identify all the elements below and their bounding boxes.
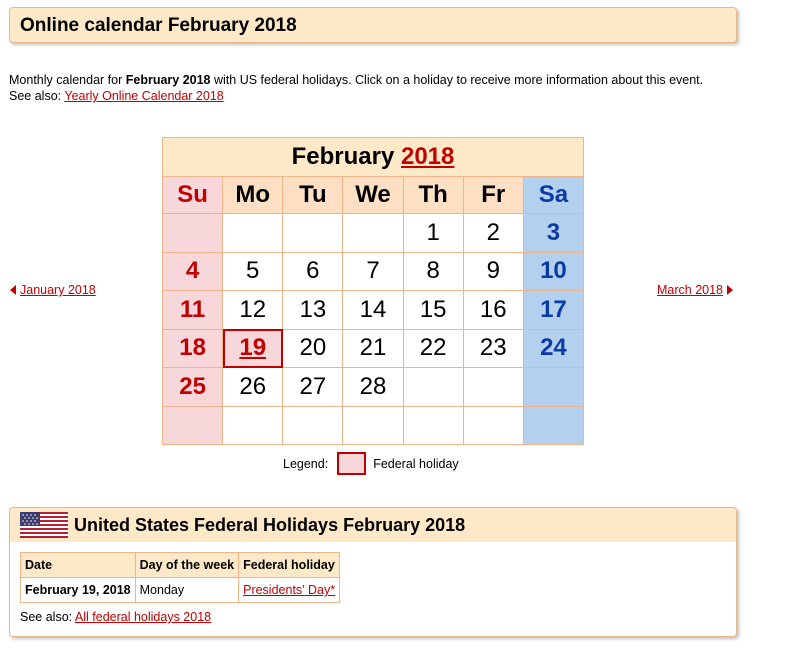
calendar-week [163,291,584,330]
holidays-panel [9,507,737,637]
day-cell [163,214,223,253]
day-cell: 23 [463,329,523,368]
arrow-right-icon [727,285,733,295]
day-cell: 15 [403,291,463,330]
day-cell: 24 [523,329,583,368]
day-cell [403,406,463,445]
intro-text-after: with US federal holidays. Click on a holiday to receive more information about this event. [210,73,704,87]
holidays-header [10,508,736,542]
day-cell: 9 [463,252,523,291]
us-flag-icon [20,512,68,538]
prev-month-nav[interactable] [10,283,96,297]
day-cell [343,214,403,253]
weekday-header: Fr [463,177,523,214]
arrow-left-icon [10,285,16,295]
day-cell: 8 [403,252,463,291]
day-cell [343,406,403,445]
day-cell: 17 [523,291,583,330]
day-cell: 27 [283,368,343,407]
holidays-title: United States Federal Holidays February 2018 [74,514,466,535]
weekday-header: Th [403,177,463,214]
day-cell: 2 [463,214,523,253]
day-cell: 5 [223,252,283,291]
see-also-holidays [20,610,211,624]
holidays-table [20,552,340,603]
day-cell: 14 [343,291,403,330]
intro-bold: February 2018 [125,73,211,87]
next-month-link[interactable]: March 2018 [657,283,724,297]
day-cell: 11 [163,291,223,330]
holiday-name-cell [239,578,340,603]
legend-swatch [337,452,366,475]
day-cell: 26 [223,368,283,407]
day-cell [283,406,343,445]
prev-month-link[interactable]: January 2018 [20,283,96,297]
day-cell: 10 [523,252,583,291]
day-cell [223,406,283,445]
calendar-header [163,138,584,177]
legend-label: Legend: [283,456,329,471]
weekday-header: Sa [523,177,583,214]
intro-text-before: Monthly calendar for [9,73,126,87]
weekday-header: We [343,177,403,214]
next-month-nav[interactable] [657,283,733,297]
yearly-calendar-link[interactable]: Yearly Online Calendar 2018 [64,89,224,103]
day-cell [463,406,523,445]
day-cell: 1 [403,214,463,253]
holiday-link[interactable]: Presidents' Day* [243,583,336,597]
day-cell [523,406,583,445]
day-cell: 18 [163,329,223,368]
day-cell [463,368,523,407]
legend-item: Federal holiday [373,456,459,471]
see-also-label: See also: [9,89,65,103]
month-calendar [162,137,584,445]
day-cell: 3 [523,214,583,253]
column-header: Day of the week [135,553,238,578]
day-cell: 6 [283,252,343,291]
day-cell: 25 [163,368,223,407]
calendar-week [163,368,584,407]
day-cell [283,214,343,253]
table-row [21,578,340,603]
day-cell: 13 [283,291,343,330]
calendar-year-link[interactable]: 2018 [400,143,455,170]
all-holidays-link[interactable]: All federal holidays 2018 [74,610,212,624]
day-cell [403,368,463,407]
weekday-header: Su [163,177,223,214]
calendar-week [163,329,584,368]
column-header: Federal holiday [239,553,340,578]
holiday-date: February 19, 2018 [21,578,136,603]
day-cell [523,368,583,407]
calendar-month: February [291,143,395,170]
calendar-week [163,252,584,291]
day-cell: 22 [403,329,463,368]
day-cell: 12 [223,291,283,330]
holiday-weekday: Monday [135,578,238,603]
day-cell: 16 [463,291,523,330]
day-cell: 28 [343,368,403,407]
weekday-header: Tu [283,177,343,214]
legend [283,452,459,475]
intro-text [9,72,769,104]
page-title: Online calendar February 2018 [9,7,737,43]
calendar-week [163,406,584,445]
day-cell [223,214,283,253]
see-also-label: See also: [20,610,75,624]
day-cell: 4 [163,252,223,291]
day-cell: 7 [343,252,403,291]
day-cell: 21 [343,329,403,368]
column-header: Date [21,553,136,578]
weekday-header: Mo [223,177,283,214]
day-cell: 20 [283,329,343,368]
calendar-week [163,214,584,253]
holiday-day-cell[interactable]: 19 [223,329,283,368]
day-cell [163,406,223,445]
